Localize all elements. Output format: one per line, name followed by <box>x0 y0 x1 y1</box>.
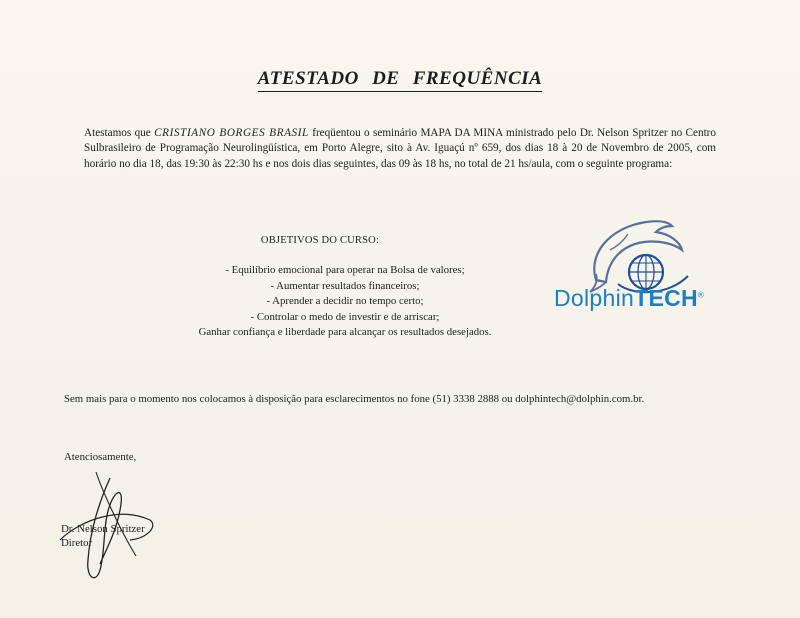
objective-item: - Controlar o medo de investir e de arriscar; <box>250 310 440 323</box>
attestation-prefix: Atestamos que <box>84 127 151 139</box>
attestation-details: freqüentou o seminário MAPA DA MINA ministrado pelo Dr. Nelson Spritzer no Centro Sulbrasileiro de Programação Neurolingüística, em Porto Alegre, sito à Av. Iguaçú nº 659, dos dias 18 à 20 de Novembro de 2005, com horário no dia 18, das 19:30 às 22:30 hs e nos dois dias seguintes, das 09 às 18 hs, no total de 21 hs/aula, com o seguinte programa: <box>84 127 716 170</box>
closing-paragraph: Sem mais para o momento nos colocamos à disposição para esclarecimentos no fone (51) 3338 2888 ou dolphintech@dolphin.com.br. <box>64 393 645 405</box>
objective-item: - Aprender a decidir no tempo certo; <box>266 295 424 308</box>
signatory-name: Dr. Nelson Spritzer <box>61 523 145 535</box>
document-title-text: ATESTADO DE FREQUÊNCIA <box>258 68 543 92</box>
signatory-block <box>61 522 145 550</box>
brand-logo-text <box>554 285 704 312</box>
objective-item: - Aumentar resultados financeiros; <box>270 279 420 292</box>
document-title <box>0 68 800 92</box>
objectives-list <box>150 263 540 341</box>
objective-item: - Equilíbrio emocional para operar na Bolsa de valores; <box>225 264 465 276</box>
regards-text: Atenciosamente, <box>64 451 137 463</box>
objective-item: Ganhar confiança e liberdade para alcançar os resultados desejados. <box>198 326 492 339</box>
signatory-role: Diretor <box>61 537 93 549</box>
brand-bold: TECH <box>634 285 698 311</box>
brand-light: Dolphin <box>554 285 635 311</box>
attestation-paragraph <box>84 126 716 172</box>
registered-mark: ® <box>697 290 705 300</box>
objectives-title: OBJETIVOS DO CURSO: <box>260 235 380 246</box>
participant-name: CRISTIANO BORGES BRASIL <box>154 127 309 139</box>
